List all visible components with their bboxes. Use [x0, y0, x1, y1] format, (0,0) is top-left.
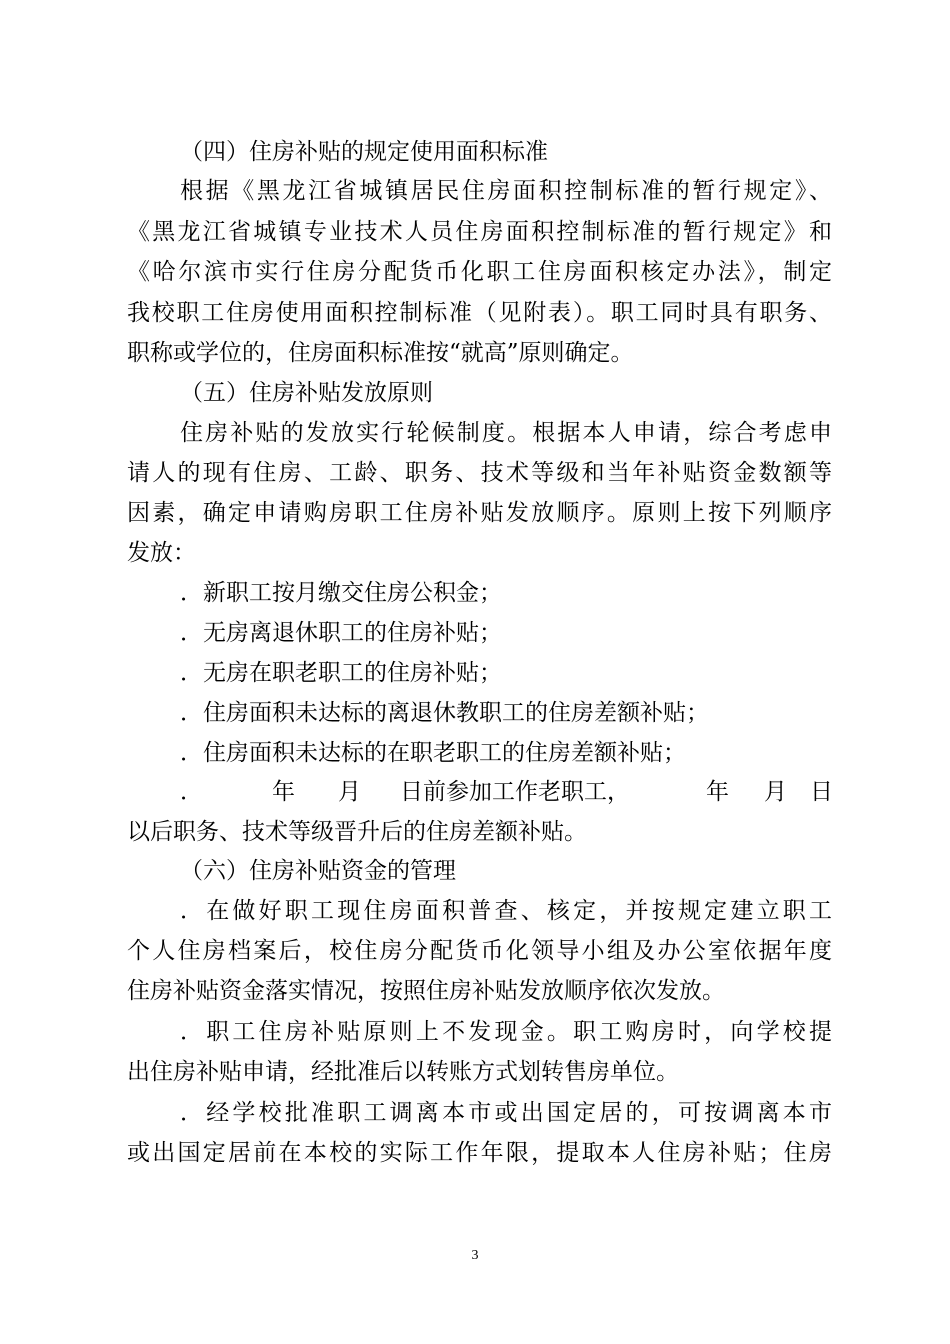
paragraph-line: 个人住房档案后，校住房分配货币化领导小组及办公室依据年度 [127, 938, 832, 964]
paragraph-line: 住房补贴的发放实行轮候制度。根据本人申请，综合考虑申 [180, 420, 832, 446]
list-item: ．新职工按月缴交住房公积金； [180, 580, 502, 606]
section-heading-4: （四）住房补贴的规定使用面积标准 [180, 139, 548, 165]
paragraph-line: 职称或学位的，住房面积标准按“就高”原则确定。 [127, 340, 634, 366]
paragraph-line: 我校职工住房使用面积控制标准（见附表）。职工同时具有职务、 [127, 300, 832, 326]
paragraph-line: ．经学校批准职工调离本市或出国定居的，可按调离本市 [180, 1100, 832, 1126]
section-heading-6: （六）住房补贴资金的管理 [180, 858, 456, 884]
page-number: 3 [471, 1248, 479, 1263]
paragraph-line: 或出国定居前在本校的实际工作年限，提取本人住房补贴；住房 [127, 1140, 832, 1166]
paragraph-line: 发放： [127, 540, 196, 566]
year-label: 年 [706, 779, 729, 805]
paragraph-line: ．职工住房补贴原则上不发现金。职工购房时，向学校提 [180, 1019, 832, 1045]
paragraph-line: 住房补贴资金落实情况，按照住房补贴发放顺序依次发放。 [127, 978, 725, 1004]
list-item-continuation: 以后职务、技术等级晋升后的住房差额补贴。 [127, 819, 587, 845]
day-label-text: 日前参加工作老职工， [400, 779, 630, 805]
list-dot: ． [180, 779, 203, 805]
month-label: 月 [764, 779, 787, 805]
section-heading-5: （五）住房补贴发放原则 [180, 380, 433, 406]
list-item: ．无房在职老职工的住房补贴； [180, 660, 502, 686]
paragraph-line: ．在做好职工现住房面积普查、核定，并按规定建立职工 [180, 898, 832, 924]
year-label: 年 [272, 779, 295, 805]
list-item: ．无房离退休职工的住房补贴； [180, 620, 502, 646]
paragraph-line: 根据《黑龙江省城镇居民住房面积控制标准的暂行规定》、 [180, 178, 832, 204]
list-item: ．住房面积未达标的在职老职工的住房差额补贴； [180, 740, 686, 766]
paragraph-line: 出住房补贴申请，经批准后以转账方式划转售房单位。 [127, 1059, 679, 1085]
day-label: 日 [810, 779, 833, 805]
paragraph-line: 请人的现有住房、工龄、职务、技术等级和当年补贴资金数额等 [127, 460, 832, 486]
month-label: 月 [338, 779, 361, 805]
paragraph-line: 因素，确定申请购房职工住房补贴发放顺序。原则上按下列顺序 [127, 500, 832, 526]
paragraph-line: 《黑龙江省城镇专业技术人员住房面积控制标准的暂行规定》和 [127, 219, 832, 245]
paragraph-line: 《哈尔滨市实行住房分配货币化职工住房面积核定办法》，制定 [127, 259, 832, 285]
list-item-dated [0, 772, 950, 812]
list-item: ．住房面积未达标的离退休教职工的住房差额补贴； [180, 700, 709, 726]
